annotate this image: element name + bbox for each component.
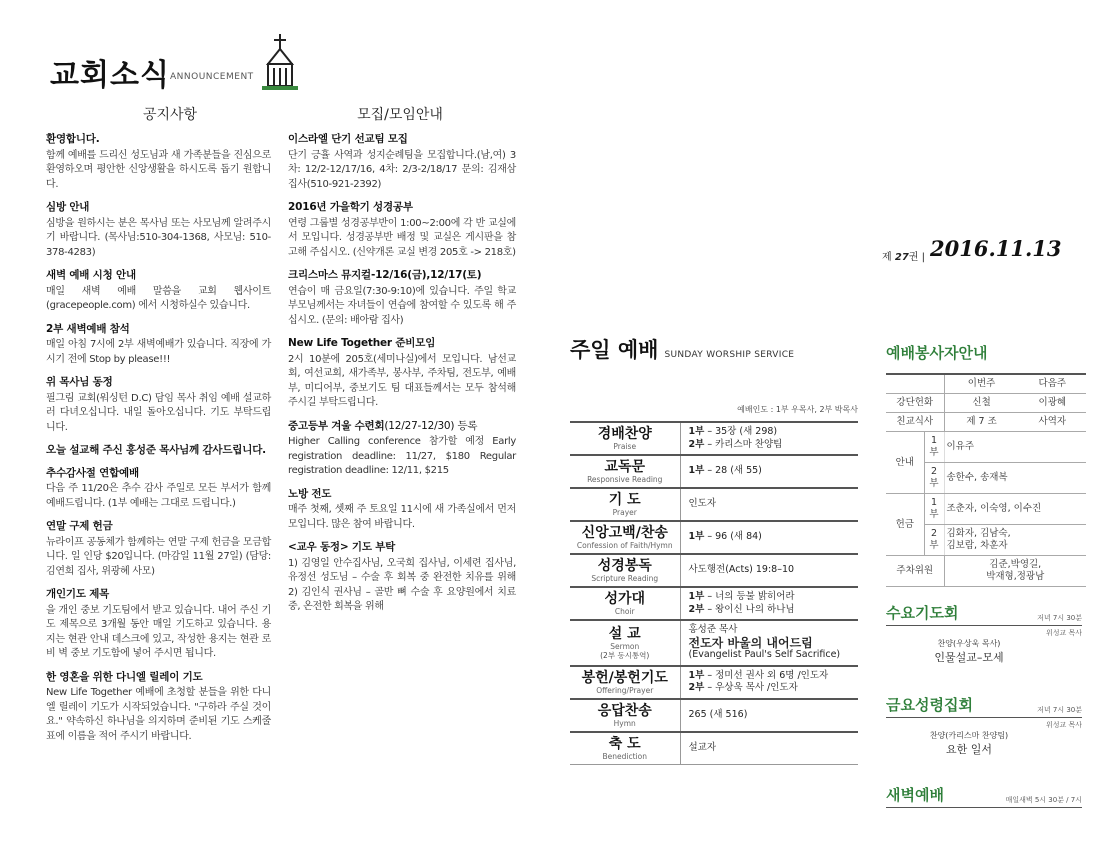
worship-row: 성경봉독 Scripture Reading 사도행전(Acts) 19:8–10 — [570, 554, 858, 587]
staff-row: 2부 송한수, 송재복 — [886, 463, 1086, 494]
friday-title: 금요성령집회 — [886, 696, 973, 714]
worship-item-en: Benediction — [602, 751, 647, 761]
friday-service — [886, 696, 1082, 757]
recruit-item — [288, 487, 516, 533]
worship-item-note: (2부 동시통역) — [600, 650, 650, 660]
worship-item-en: Confession of Faith/Hymn — [576, 541, 673, 550]
worship-row: 성가대 Choir 1부 – 너의 등불 밝히어라 2부 – 왕이신 나의 하나님 — [570, 587, 858, 620]
page-title: 교회소식 — [50, 58, 170, 93]
dawn-service — [886, 786, 1082, 808]
notices-heading: 공지사항 — [142, 107, 198, 123]
worship-table — [570, 421, 858, 765]
worship-item-name: 축 도 — [608, 735, 641, 752]
notice-body: 뉴라이프 공동체가 함께하는 연말 구제 헌금을 모금합니다. 일 인당 $20입니다. (마감일 11월 27일) (담당: 김연희 집사, 위광혜 사모) — [46, 536, 271, 577]
notice-body: 필그림 교회(워싱턴 D.C) 담임 목사 취임 예배 설교하러 다녀오십니다. 내일 돌아오십니다. 기도 부탁드립니다. — [46, 392, 271, 433]
recruit-title: 2016년 가을학기 성경공부 — [288, 201, 413, 213]
worship-row: 봉헌/봉헌기도 Offering/Prayer 1부 – 정미선 권사 외 6명 /인도자 2부 – 우상욱 목사 /인도자 — [570, 666, 858, 699]
staff-row: 주차위원 김준,박영길, 박재형,정광남 — [886, 556, 1086, 587]
worship-item-en: Prayer — [612, 508, 637, 517]
notice-title: 추수감사절 연합예배 — [46, 466, 139, 479]
notice-item — [46, 132, 271, 192]
wednesday-praise: 찬양(우상욱 목사) — [937, 639, 1001, 648]
notice-body: New Life Together 예배에 초청할 분들을 위한 다니엘 릴레이 기도가 시작되었습니다. "구하라 주실 것이요." 약속하신 하나님을 의지하며 준비된 기도 스케줄 표에 이름을 적어 주시기 바랍니다. — [46, 687, 271, 742]
recruit-body: Higher Calling conference 참가할 예정 Early registration deadline: 11/27, $180 Regular registration deadline: 12/11, $215 — [288, 436, 516, 476]
worship-subtitle: SUNDAY WORSHIP SERVICE — [664, 350, 795, 360]
wednesday-service — [886, 604, 1082, 665]
wednesday-time: 저녁 7시 30분 — [1037, 614, 1082, 622]
staff-row: 친교식사 제 7 조 사역자 — [886, 413, 1086, 432]
church-icon — [262, 34, 298, 90]
worship-item-name: 응답찬송 — [597, 702, 652, 719]
recruit-title-note: (12/27-12/30) 등록 — [384, 419, 478, 432]
notice-item — [46, 519, 271, 579]
worship-item-name: 봉헌/봉헌기도 — [581, 669, 668, 686]
friday-praise: 찬양(카리스마 찬양팀) — [929, 731, 1009, 740]
recruit-item — [288, 540, 516, 615]
recruit-item — [288, 268, 516, 328]
recruit-item — [288, 132, 516, 192]
worship-row: 교독문 Responsive Reading 1부 – 28 (새 55) — [570, 455, 858, 488]
notice-item — [46, 268, 271, 314]
recruit-item — [288, 419, 516, 479]
notice-body: 다음 주 11/20은 추수 감사 주일로 모든 부서가 함께 예배드립니다. (1부 예배는 그대로 드립니다.) — [46, 483, 271, 509]
notice-body: 매일 아침 7시에 2부 새벽예배가 있습니다. 직장에 가시기 전에 Stop by please!!! — [46, 339, 271, 365]
notice-item — [46, 670, 271, 745]
bulletin-header — [50, 44, 310, 92]
notice-title: 심방 안내 — [46, 201, 90, 213]
recruit-title: <교우 동정> 기도 부탁 — [288, 541, 396, 553]
notice-item — [46, 587, 271, 662]
recruit-title: New Life Together 준비모임 — [288, 337, 436, 349]
worship-item-en: Scripture Reading — [591, 574, 659, 583]
recruit-body: 연령 그룹별 성경공부반이 1:00~2:00에 각 반 교실에서 모입니다. 성경공부반 배정 및 교실은 게시판을 참고해 주십시오. (신약개론 교실 변경 205호 -> 218호) — [288, 217, 516, 258]
notice-title: 위 목사님 동정 — [46, 376, 113, 388]
worship-row: 축 도 Benediction 설교자 — [570, 732, 858, 765]
notice-body: 을 개인 중보 기도팀에서 받고 있습니다. 내어 주신 기도 제목으로 3개월 동안 매일 기도하고 있습니다. 용지는 현관 안내 데스크에 있고, 작성한 용지는 현관 로비 벽 중보 기도함에 넣어 주시면 됩니다. — [46, 604, 271, 659]
notice-body: 매일 새벽 예배 말씀을 교회 웹사이트(gracepeople.com) 에서 시청하실수 있습니다. — [46, 285, 271, 311]
worship-row: 기 도 Prayer 인도자 — [570, 488, 858, 521]
worship-item-en: Responsive Reading — [587, 475, 663, 484]
wednesday-topic: 인물설교–모세 — [934, 651, 1004, 664]
worship-title: 주일 예배 — [570, 338, 659, 362]
notice-item — [46, 443, 271, 458]
worship-row: 경배찬양 Praise 1부 – 35장 (새 298) 2부 – 카리스마 찬양팀 — [570, 422, 858, 455]
next-week-label: 다음주 — [1019, 374, 1086, 394]
staff-row: 강단헌화 신철 이광혜 — [886, 394, 1086, 413]
notice-body: 함께 예배를 드리신 성도님과 새 가족분들을 진심으로 환영하오며 평안한 신앙생활을 하시도록 돕기 원합니다. — [46, 149, 271, 190]
staff-row: 헌금 1부 조춘자, 이숙영, 이수진 — [886, 494, 1086, 525]
staff-table — [886, 373, 1086, 587]
recruit-body: 매주 첫째, 셋째 주 토요일 11시에 새 가족실에서 먼저 모입니다. 많은 참여 바랍니다. — [288, 504, 516, 530]
worship-item-name: 성경봉독 — [597, 558, 652, 574]
recruit-heading: 모집/모임안내 — [357, 107, 443, 123]
worship-item-en: Sermon — [610, 641, 640, 651]
issue-volume: 제 27권 | — [882, 252, 925, 263]
recruit-title: 크리스마스 뮤지컬-12/16(금),12/17(토) — [288, 269, 482, 281]
this-week-label: 이번주 — [944, 374, 1019, 394]
issue-info — [882, 236, 1082, 268]
notice-title: 오늘 설교해 주신 홍성준 목사님께 감사드립니다. — [46, 444, 266, 456]
recruit-title: 노방 전도 — [288, 487, 332, 500]
notice-title: 2부 새벽예배 참석 — [46, 322, 130, 335]
worship-item-name: 성가대 — [604, 591, 646, 607]
staff-row: 2부 김화자, 김남숙, 김보람, 차훈자 — [886, 525, 1086, 556]
notice-item — [46, 466, 271, 512]
worship-item-name: 설 교 — [608, 625, 641, 642]
wednesday-title: 수요기도회 — [886, 604, 959, 622]
worship-item-name: 신앙고백/찬송 — [581, 525, 668, 541]
recruit-title: 이스라엘 단기 선교팀 모집 — [288, 133, 408, 145]
worship-item-name: 경배찬양 — [597, 426, 652, 442]
recruit-body: 연습이 매 금요일(7:30-9:10)에 있습니다. 주일 학교 부모님께서는 자녀들이 연습에 참여할 수 있도록 해 주십시오. (문의: 배아람 집사) — [288, 285, 516, 326]
recruit-item — [288, 200, 516, 260]
recruit-body: 1) 김영일 안수집사님, 오국희 집사님, 이세련 집사님, 유정선 성도님 – 수술 후 회복 중 완전한 치유를 위해 2) 김인식 권사님 – 골반 뼈 수술 후 요양원에서 치료 중, 온전한 회복을 위해 — [288, 557, 516, 612]
recruit-column — [288, 132, 516, 623]
worship-item-en: Praise — [613, 442, 637, 451]
worship-leader: 예배인도 : 1부 우목사, 2부 박목사 — [737, 405, 858, 414]
service-staff — [886, 342, 1086, 587]
issue-date: 2016.11.13 — [930, 236, 1062, 261]
staff-title: 예배봉사자안내 — [886, 344, 988, 362]
dawn-title: 새벽예배 — [886, 786, 944, 804]
notice-item — [46, 375, 271, 435]
notices-column — [46, 132, 271, 752]
worship-item-en: Offering/Prayer — [596, 685, 654, 695]
sermon-title: 전도자 바울의 내어드림 — [688, 635, 813, 650]
recruit-body: 단기 긍휼 사역과 성지순례팀을 모집합니다.(남,여) 3차: 12/2-12/17/16, 4차: 2/3-2/18/17 문의: 김재삼 집사(510-921-2392) — [288, 149, 516, 190]
notice-title: 개인기도 제목 — [46, 588, 110, 600]
worship-item-en: Choir — [614, 607, 635, 616]
friday-time: 저녁 7시 30분 — [1037, 706, 1082, 714]
notice-body: 심방을 원하시는 분은 목사님 또는 사모님께 알려주시기 바랍니다. (목사님:510-304-1368, 사모님: 510-378-4283) — [46, 217, 271, 258]
wednesday-role: 위성교 목사 — [1045, 629, 1082, 637]
staff-row: 안내 1부 이유주 — [886, 432, 1086, 463]
notice-title: 연말 구제 헌금 — [46, 520, 113, 532]
notice-item — [46, 200, 271, 260]
recruit-title: 중고등부 겨울 수련회 — [288, 419, 385, 432]
notice-title: 새벽 예배 시청 안내 — [46, 269, 136, 281]
worship-item-en: Hymn — [613, 718, 636, 728]
worship-item-name: 교독문 — [604, 459, 646, 475]
friday-topic: 요한 일서 — [945, 743, 992, 756]
notice-title: 환영합니다. — [46, 133, 100, 145]
notice-item — [46, 322, 271, 368]
worship-item-name: 기 도 — [608, 492, 641, 508]
worship-row: 설 교 Sermon (2부 동시통역) 홍성준 목사 전도자 바울의 내어드림 (Evangelist Paul's Self Sacrifice) — [570, 620, 858, 666]
staff-header-row — [886, 374, 1086, 394]
dawn-time: 매일새벽 5시 30분 / 7시 — [1005, 796, 1082, 804]
worship-row: 신앙고백/찬송 Confession of Faith/Hymn 1부 – 96 (새 84) — [570, 521, 858, 554]
recruit-item — [288, 336, 516, 411]
worship-order — [570, 334, 858, 765]
recruit-body: 2시 10분에 205호(세미나실)에서 모입니다. 남선교회, 여선교회, 새가족부, 봉사부, 주차팀, 전도부, 예배부, 미디어부, 중보기도 팀 대표들께서는 모두 참석해 주시길 부탁드립니다. — [288, 353, 516, 408]
friday-role: 위성교 목사 — [1045, 721, 1082, 729]
page-subtitle: ANNOUNCEMENT — [170, 72, 254, 82]
worship-row: 응답찬송 Hymn 265 (새 516) — [570, 699, 858, 732]
notice-title: 한 영혼을 위한 다니엘 릴레이 기도 — [46, 670, 203, 683]
